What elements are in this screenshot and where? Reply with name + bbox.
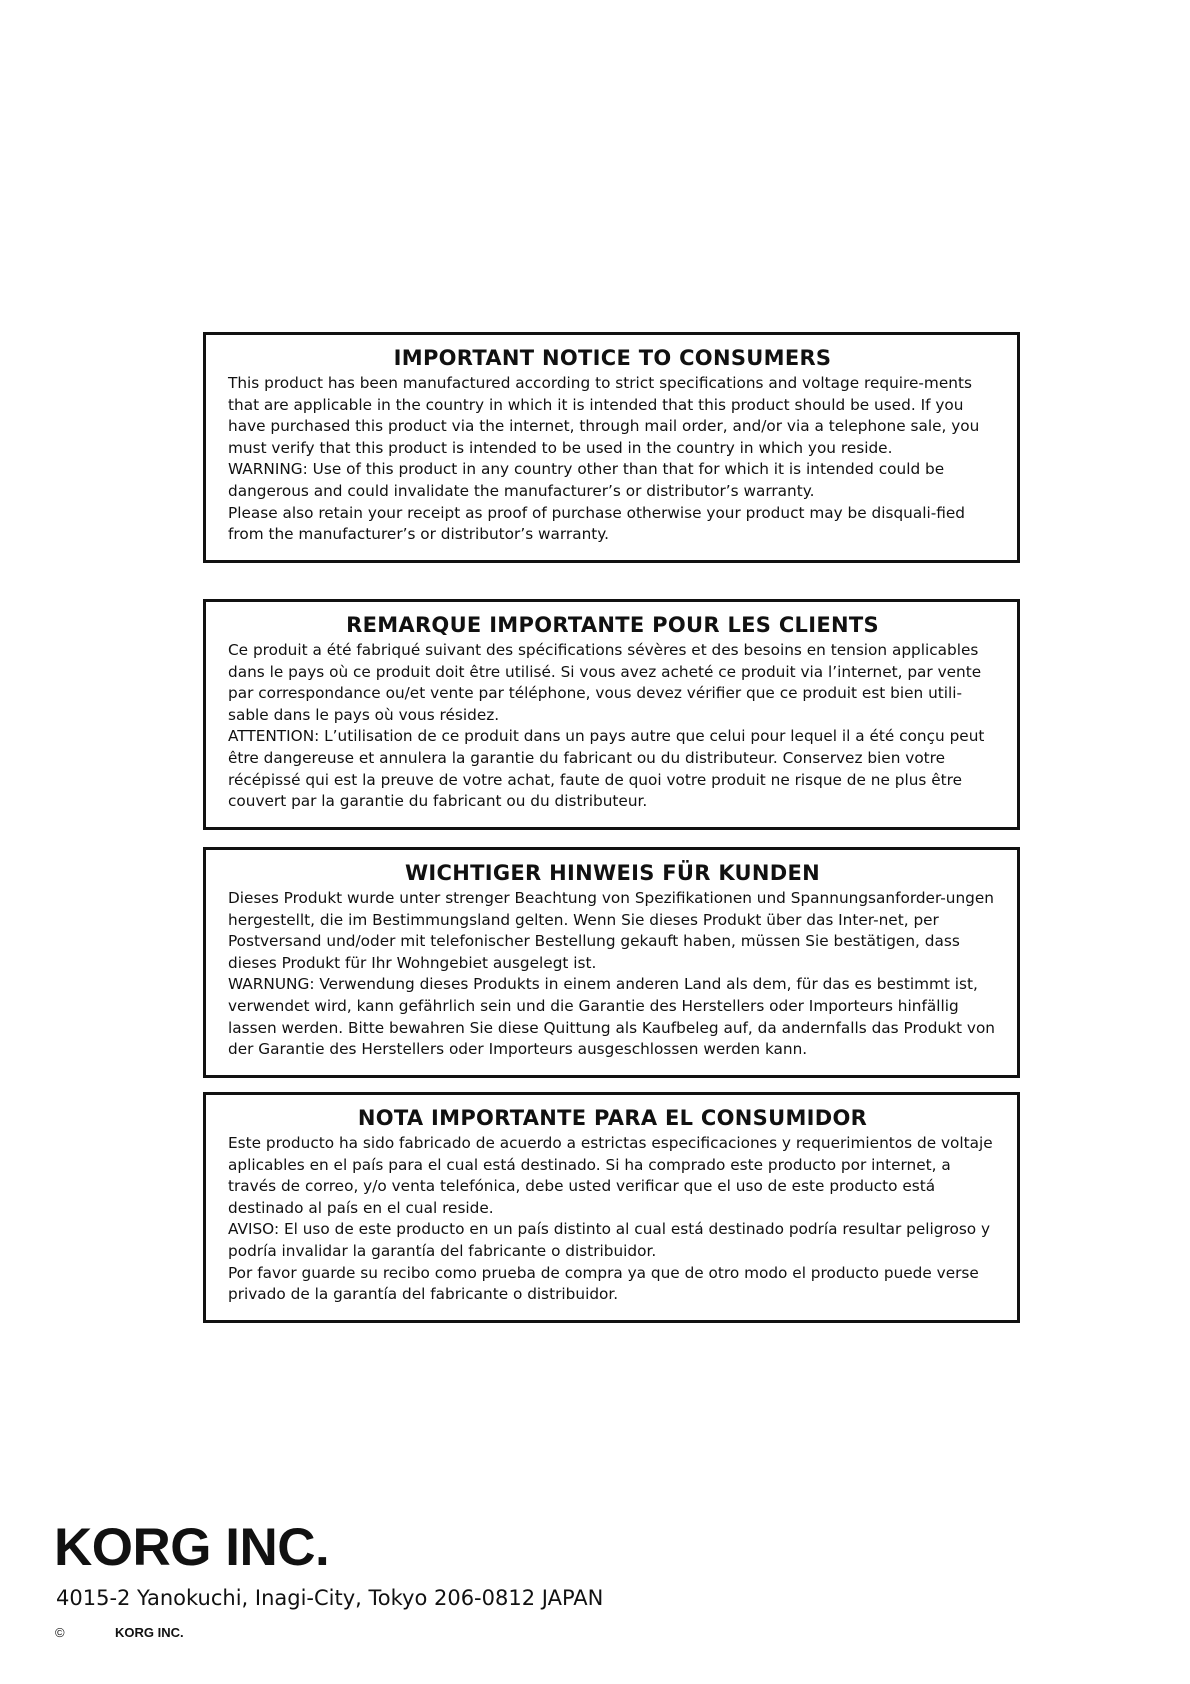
notice-paragraph-spanish-warning: AVISO: El uso de este producto en un país distinto al cual está destinado podría resultar peligroso y podría invalidar la garantía del fabricante o distribuidor. <box>228 1220 991 1260</box>
company-name: KORG INC. <box>54 1518 330 1577</box>
notice-paragraph-english-warning: WARNING: Use of this product in any country other than that for which it is intended could be dangerous and could invalidate the manufacturer’s or distributor’s warranty. <box>228 460 945 500</box>
notice-paragraph-spanish-receipt: Por favor guarde su recibo como prueba de compra ya que de otro modo el producto puede verse privado de la garantía del fabricante o distribuidor. <box>228 1263 979 1304</box>
notice-paragraph-spanish-intro: Este producto ha sido fabricado de acuerdo a estrictas especificaciones y requerimientos de voltaje aplicables en el país para el cual está destinado. Si ha comprado este producto por internet, a través de correo, y/o venta telefónica, debe usted verificar que el uso de este producto está destinado al país en el cual reside. <box>228 1134 993 1217</box>
copyright-line <box>55 1624 184 1642</box>
copyright-owner: KORG INC. <box>115 1625 184 1640</box>
notice-title-french: REMARQUE IMPORTANTE POUR LES CLIENTS <box>346 613 879 637</box>
notice-title-english: IMPORTANT NOTICE TO CONSUMERS <box>393 346 832 370</box>
notice-title-german: WICHTIGER HINWEIS FÜR KUNDEN <box>404 861 821 885</box>
company-address: 4015-2 Yanokuchi, Inagi-City, Tokyo 206-0812 JAPAN <box>56 1586 604 1610</box>
notice-box-spanish <box>203 1092 1020 1323</box>
notice-box-german <box>203 847 1020 1078</box>
notice-paragraph-english-intro: This product has been manufactured according to strict specifications and voltage require-ments that are applicable in the country in which it is intended that this product should be used. If you have purchased this product via the internet, through mail order, and/or via a telephone sale, you must verify that this product is intended to be used in the country in which you reside. <box>228 374 980 457</box>
notice-box-english <box>203 332 1020 563</box>
notice-paragraph-english-receipt: Please also retain your receipt as proof of purchase otherwise your product may be disquali-fied from the manufacturer’s or distributor’s warranty. <box>228 503 966 544</box>
notice-paragraph-french-intro: Ce produit a été fabriqué suivant des spécifications sévères et des besoins en tension applicables dans le pays où ce produit doit être utilisé. Si vous avez acheté ce produit via l’internet, par vente par correspondance ou/et vente par téléphone, vous devez vérifier que ce produit est bien utili-sable dans le pays où vous résidez. <box>228 641 982 724</box>
notice-box-french <box>203 599 1020 830</box>
notice-title-spanish: NOTA IMPORTANTE PARA EL CONSUMIDOR <box>357 1106 868 1130</box>
notice-paragraph-french-warning: ATTENTION: L’utilisation de ce produit dans un pays autre que celui pour lequel il a été conçu peut être dangereuse et annulera la garantie du fabricant ou du distributeur. Conservez bien votre récépissé qui est la preuve de votre achat, faute de quoi votre produit ne risque de ne plus être couvert par la garantie du fabricant ou du distributeur. <box>228 727 985 811</box>
notice-paragraph-german-intro: Dieses Produkt wurde unter strenger Beachtung von Spezifikationen und Spannungsanforder-ungen hergestellt, die im Bestimmungsland gelten. Wenn Sie dieses Produkt über das Inter-net, per Postversand und/oder mit telefonischer Bestellung gekauft haben, müssen Sie bestätigen, dass dieses Produkt für Ihr Wohngebiet ausgelegt ist. <box>228 889 995 972</box>
notice-paragraph-german-warning: WARNUNG: Verwendung dieses Produkts in einem anderen Land als dem, für das es bestimmt ist, verwendet wird, kann gefährlich sein und die Garantie des Herstellers oder Importeurs hinfällig lassen werden. Bitte bewahren Sie diese Quittung als Kaufbeleg auf, da andernfalls das Produkt von der Garantie des Herstellers oder Importeurs ausgeschlossen werden kann. <box>228 975 996 1059</box>
copyright-symbol: © <box>55 1625 65 1640</box>
